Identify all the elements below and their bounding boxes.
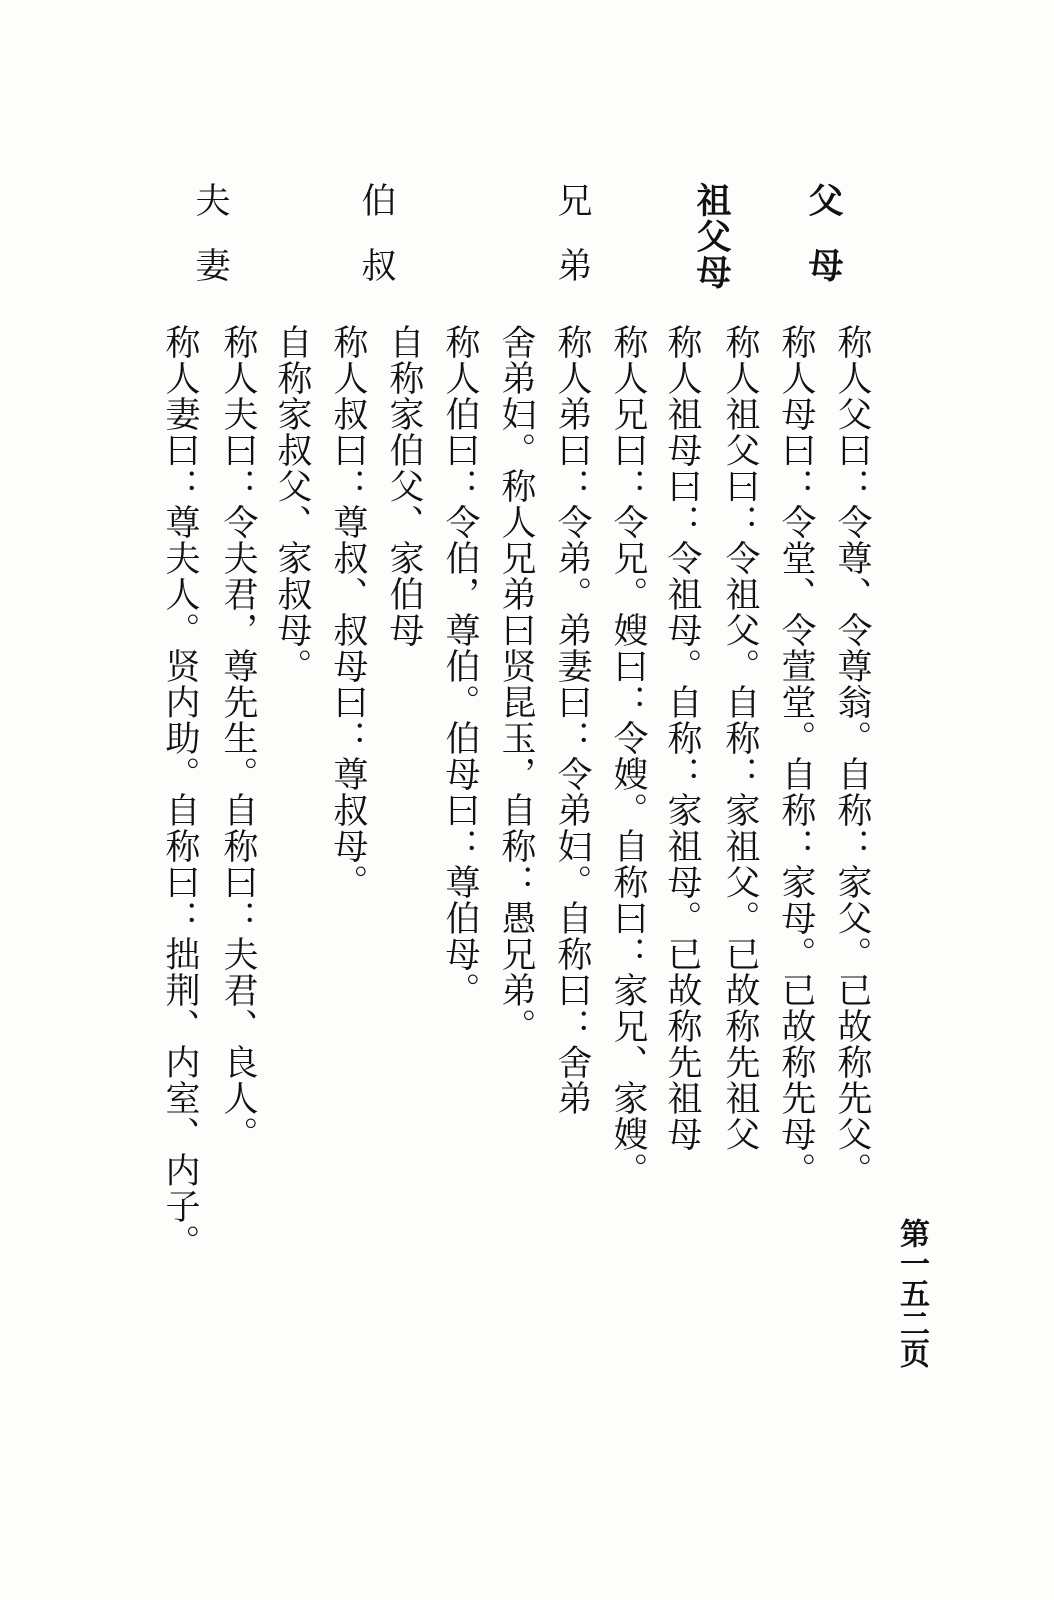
line-younger-uncle: 称人叔曰：尊叔、叔母曰：尊叔母。: [328, 324, 368, 900]
heading-brothers: 兄弟: [552, 182, 592, 312]
line-younger-brother: 称人弟曰：令弟。弟妻曰：令弟妇。自称曰：舍弟: [552, 324, 592, 1116]
heading-spouses: 夫妻: [190, 182, 230, 312]
line-elder-uncle: 称人伯曰：令伯，尊伯。伯母曰：尊伯母。: [440, 324, 480, 1008]
line-younger-uncle-self: 自称家叔父、家叔母。: [272, 324, 312, 684]
line-grandmother: 称人祖母曰：令祖母。自称：家祖母。已故称先祖母: [662, 324, 702, 1152]
heading-parents: 父母: [803, 182, 844, 312]
line-wife: 称人妻曰：尊夫人。贤内助。自称曰：拙荆、内室、内子。: [160, 324, 200, 1260]
line-mother: 称人母曰：令堂、令萱堂。自称：家母。已故称先母。: [776, 324, 816, 1188]
line-grandfather: 称人祖父曰：令祖父。自称：家祖父。已故称先祖父: [720, 324, 760, 1152]
line-elder-uncle-self: 自称家伯父、家伯母: [384, 324, 424, 648]
heading-grandparents: 祖父母: [691, 182, 732, 290]
heading-uncles: 伯叔: [356, 182, 396, 312]
page-number: 第一五二页: [894, 1218, 929, 1368]
line-brothers-together: 舍弟妇。称人兄弟曰贤昆玉，自称：愚兄弟。: [496, 324, 536, 1044]
line-husband: 称人夫曰：令夫君，尊先生。自称曰：夫君、良人。: [218, 324, 258, 1152]
line-elder-brother: 称人兄曰：令兄。嫂曰：令嫂。自称曰：家兄、家嫂。: [608, 324, 648, 1188]
line-father: 称人父曰：令尊、令尊翁。自称：家父。已故称先父。: [832, 324, 872, 1188]
